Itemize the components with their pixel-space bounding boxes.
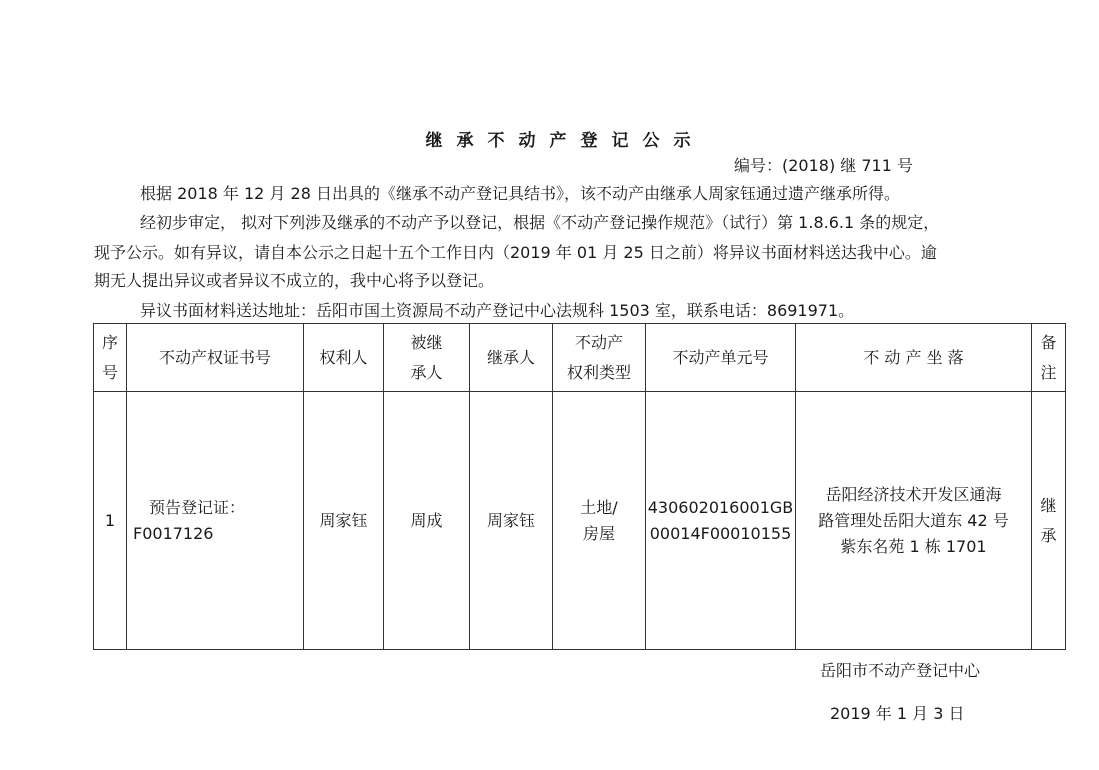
registration-table	[93, 323, 1066, 650]
header-unit-no: 不动产单元号	[646, 324, 796, 392]
header-heir: 继承人	[470, 324, 553, 392]
header-location: 不 动 产 坐 落	[796, 324, 1032, 392]
header-rights-type: 不动产 权利类型	[553, 324, 646, 392]
cell-heir: 周家钰	[470, 392, 553, 650]
paragraph-2: 经初步审定， 拟对下列涉及继承的不动产予以登记，根据《不动产登记操作规范》（试行）第 1.8.6.1 条的规定，	[140, 213, 940, 232]
objection-address: 异议书面材料送达地址：岳阳市国土资源局不动产登记中心法规科 1503 室，联系电话：8691971。	[140, 301, 855, 320]
notice-title: 继承不动产登记公示	[425, 131, 705, 151]
cell-rights-type: 土地/ 房屋	[553, 392, 646, 650]
table-row	[94, 392, 1066, 650]
cell-owner: 周家钰	[304, 392, 384, 650]
table-header-row	[94, 324, 1066, 392]
cell-cert: 预告登记证： F0017126	[127, 392, 304, 650]
issuing-organization: 岳阳市不动产登记中心	[820, 661, 981, 680]
document-number: 编号：(2018) 继 711 号	[734, 156, 914, 175]
header-cert: 不动产权证书号	[127, 324, 304, 392]
paragraph-4: 期无人提出异议或者异议不成立的，我中心将予以登记。	[94, 271, 495, 290]
header-owner: 权利人	[304, 324, 384, 392]
header-remark: 备 注	[1032, 324, 1066, 392]
cell-inherited: 周成	[384, 392, 470, 650]
cell-location: 岳阳经济技术开发区通海 路管理处岳阳大道东 42 号 紫东名苑 1 栋 1701	[796, 392, 1032, 650]
issue-date: 2019 年 1 月 3 日	[830, 704, 965, 723]
header-inherited: 被继 承人	[384, 324, 470, 392]
paragraph-3: 现予公示。如有异议，请自本公示之日起十五个工作日内（2019 年 01 月 25 日之前）将异议书面材料送达我中心。逾	[94, 243, 937, 262]
paragraph-1: 根据 2018 年 12 月 28 日出具的《继承不动产登记具结书》，该不动产由继承人周家钰通过遗产继承所得。	[140, 184, 900, 203]
header-seq: 序 号	[94, 324, 127, 392]
cell-unit-no: 430602016001GB 00014F00010155	[646, 392, 796, 650]
cell-seq: 1	[94, 392, 127, 650]
cell-remark: 继 承	[1032, 392, 1066, 650]
